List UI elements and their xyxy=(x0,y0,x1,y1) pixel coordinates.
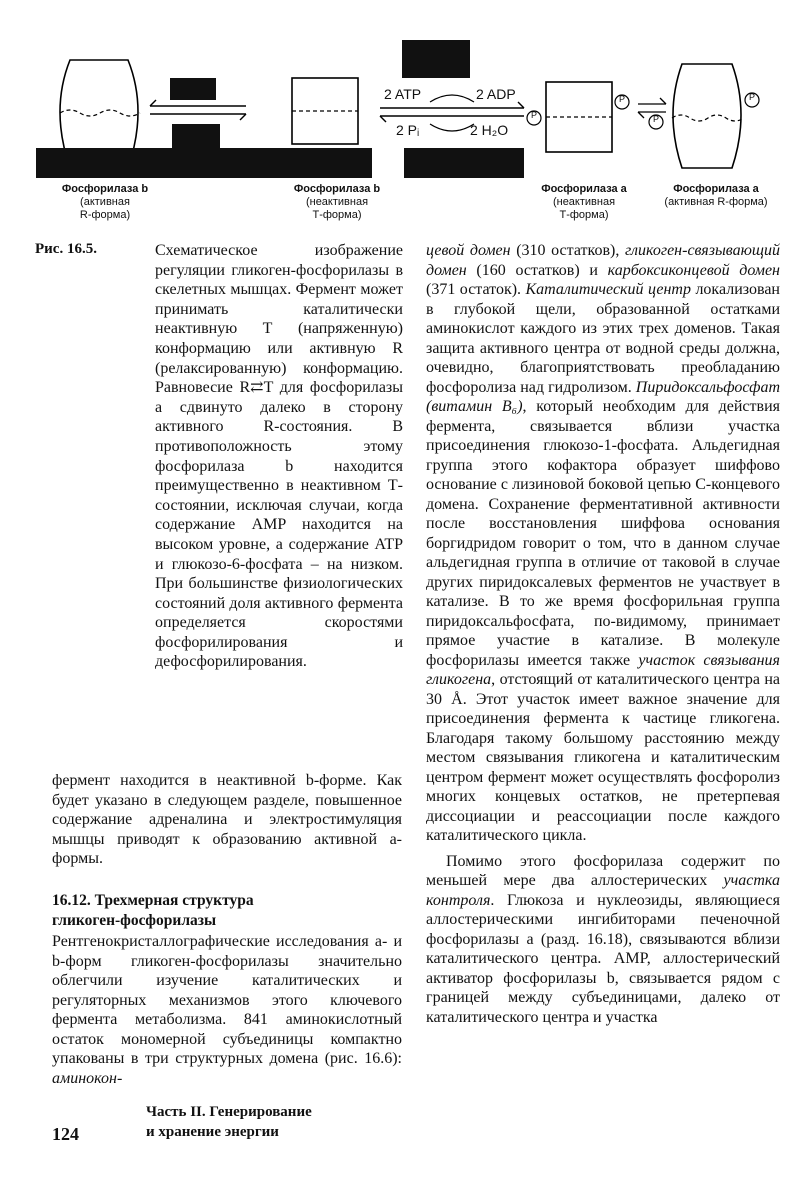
page-number: 124 xyxy=(52,1124,79,1144)
equilibrium-arrows-left xyxy=(150,100,246,120)
left-column-paragraph-1: фермент находится в неактивной b-форме. Как будет указано в следующем разделе, повышенное содержание адреналина и электростимуляция мышцы приводят к образованию активной a-формы. xyxy=(52,772,402,867)
section-heading-line-1: 16.12. Трехмерная структура xyxy=(52,892,254,909)
running-footer-part: Часть II. Генерирование и хранение энергии xyxy=(146,1104,312,1140)
right-paragraph-1: цевой домен (310 остатков), гликоген-связывающий домен (160 остатков) и карбоксиконцевой домен (371 остаток). Каталитический центр локализован в глубокой щели, образованной остатками аминокислот каждого из этих трех доменов. Такая защита активного центра от водной среды должна, очевидно, благоприятствовать преобладанию фосфоролиза над гидролизом. Пиридоксальфосфат (витамин B₆), который необходим для действия фермента, связывается вблизи участка присоединения глюкозо-1-фосфата. Альдегидная группа этого кофактора образует шиффово основание с лизиновой боковой цепью С-концевого домена. Сохранение ферментативной активности после восстановления шиффова основания боргидридом говорит о том, что в данном случае альдегидная группа в отличие от таковой в случае других пиридоксалевых ферментов не участвует в катализе. В то же время фосфорильная группа пиридоксальфосфата, по-видимому, принимает прямое участие в катализе. В молекуле фосфорилазы имеется также участок связывания гликогена, отстоящий от каталитического центра на 30 Å. Этот участок имеет важное значение для присоединения фермента к частице гликогена. Благодаря такому большому расстоянию между местом связывания гликогена и каталитическим центром фермент может осуществлять фосфоролиз многих концевых остатков, не претерпевая диссоциации и реассоциации после каждого каталитического цикла. xyxy=(426,242,781,844)
phosphorylase-a-t-shape xyxy=(527,82,629,152)
p-label-1: P xyxy=(530,110,537,120)
adp-label: 2 ADP xyxy=(476,86,516,102)
right-paragraph-2: Помимо этого фосфорилаза содержит по меньшей мере два аллостерических участка контроля. Глюкоза и нуклеозиды, являющиеся аллостерическими ингибиторами печеночной фосфорилазы a (разд. 16.18), связываются вблизи каталитического центра. AMP, аллостерический активатор фосфорилазы b, связывается рядом с границей между субъединицами, далеко от каталитического центра и участка xyxy=(426,852,780,1026)
figure-16-5 xyxy=(0,0,806,240)
black-mark-left-top xyxy=(170,78,216,100)
p-label-3: P xyxy=(748,92,755,102)
right-column xyxy=(426,241,780,1027)
h2o-label: 2 H₂O xyxy=(470,122,509,138)
atp-label: 2 ATP xyxy=(384,86,422,102)
section-heading xyxy=(52,891,402,931)
black-mark-center-top xyxy=(402,40,470,78)
p-label-4: P xyxy=(652,114,659,124)
p-label-2: P xyxy=(618,94,625,104)
section-heading-line-2: гликоген-фосфорилазы xyxy=(52,912,217,929)
label-b-active: Фосфорилаза b (активная R-форма) xyxy=(61,183,149,221)
phosphorylase-b-t-shape xyxy=(292,78,358,144)
black-mark-left-bottom xyxy=(172,124,220,148)
left-column-paragraph-2: Рентгенокристаллографические исследования a- и b-форм гликоген-фосфорилазы значительно облегчили изучение каталитических и регуляторных механизмов этого ключевого фермента метаболизма. 841 аминокислотный остаток мономерной субъединицы компактно упакованы в три структурных домена (рис. 16.6): аминокон- xyxy=(52,933,402,1087)
label-a-inactive: Фосфорилаза a (неактивная Т-форма) xyxy=(541,183,627,221)
pi-label: 2 Pᵢ xyxy=(396,122,420,138)
black-bar-center xyxy=(404,148,524,178)
figure-caption-text: Схематическое изображение регуляции гликоген-фосфорилазы в скелетных мышцах. Фермент может принимать каталитически неактивную Т (напряженную) конформацию или активную R (релаксированную) конформацию. Равновесие R⇄T для фосфорилазы a сдвинуто далеко в сторону активного R-состояния. В противоположность этому фосфорилаза b находится преимущественно в неактивном Т-состоянии, исключая случаи, когда содержание AMP находится на высоком уровне, а содержание ATP и глюкозо-6-фосфата – на низком. При большинстве физиологических состояний доля активного фермента определяется скоростями фосфорилирования и дефосфорилирования. xyxy=(155,242,403,671)
label-b-inactive: Фосфорилаза b (неактивная Т-форма) xyxy=(293,183,381,221)
figure-caption-label: Рис. 16.5. xyxy=(35,241,97,257)
black-bar-left xyxy=(36,148,372,178)
label-a-active: Фосфорилаза a (активная R-форма) xyxy=(664,183,768,208)
phosphorylase-a-r-shape xyxy=(649,64,759,168)
